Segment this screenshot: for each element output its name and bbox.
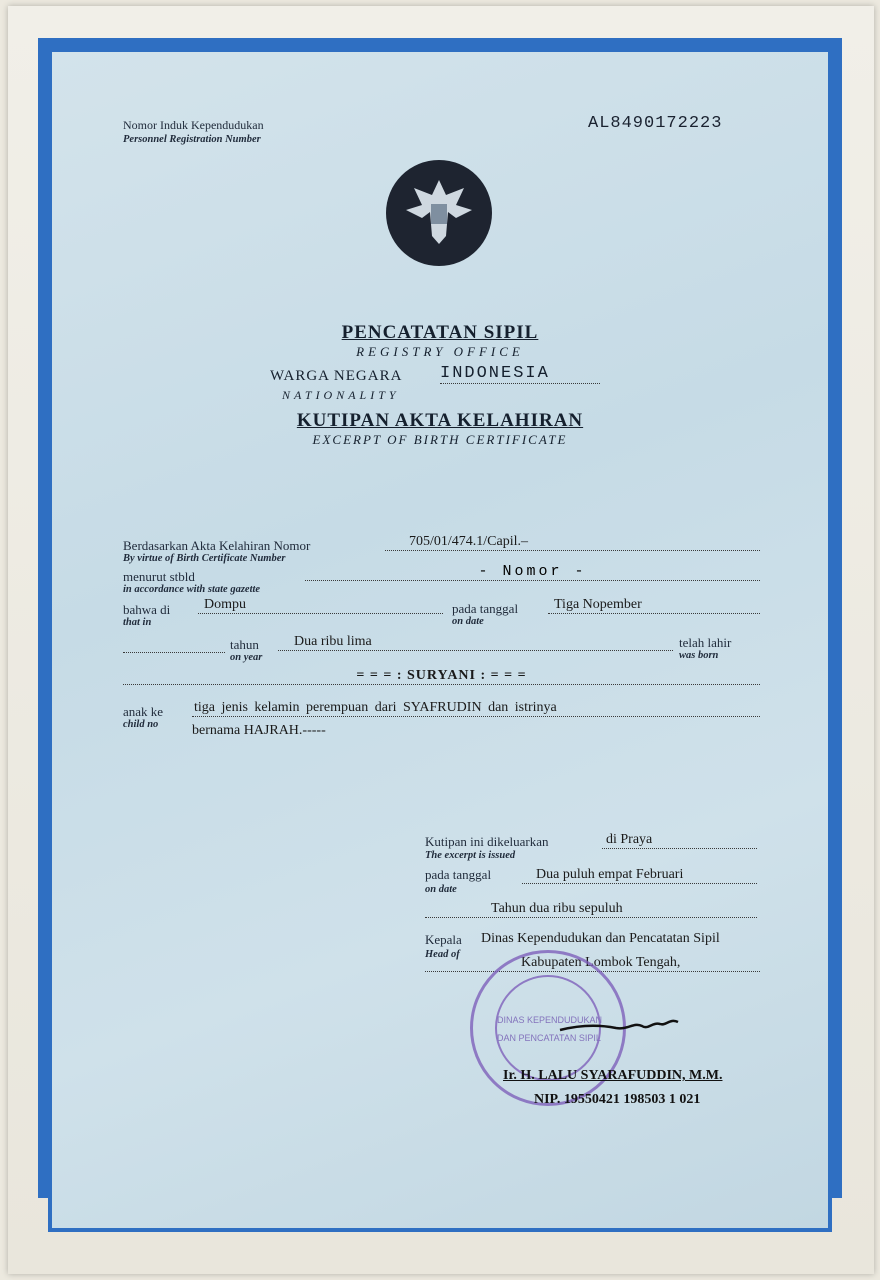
handwritten-signature xyxy=(556,1014,686,1044)
place-value: Dompu xyxy=(198,597,443,614)
place-label: bahwa di xyxy=(123,602,171,617)
year-label: tahun xyxy=(230,637,259,652)
born-label: telah lahir xyxy=(679,635,732,650)
registry-subtitle: REGISTRY OFFICE xyxy=(356,344,524,359)
year-label-en: on year xyxy=(230,652,263,663)
mother-name: bernama HAJRAH.----- xyxy=(192,723,326,738)
cert-number-label-en: By virtue of Birth Certificate Number xyxy=(123,553,286,564)
issue-date-label-en: on date xyxy=(425,884,457,895)
stbld-value: - Nomor - xyxy=(305,563,760,581)
stbld-label-en: in accordance with state gazette xyxy=(123,584,261,595)
head-agency-value: Dinas Kependudukan dan Pencatatan Sipil xyxy=(481,931,720,946)
place-label-en: that in xyxy=(123,617,152,628)
stamp-line-2: DAN PENCATATAN SIPIL xyxy=(497,1033,601,1043)
excerpt-title: KUTIPAN AKTA KELAHIRAN xyxy=(296,410,584,431)
nationality-value: INDONESIA xyxy=(440,364,600,384)
issue-date-value: Dua puluh empat Februari xyxy=(522,867,757,884)
signer-name: Ir. H. LALU SYARAFUDDIN, M.M. xyxy=(503,1068,723,1083)
issued-label: Kutipan ini dikeluarkan xyxy=(425,834,549,849)
nationality-label: WARGA NEGARA xyxy=(270,368,403,384)
cert-number-label: Berdasarkan Akta Kelahiran Nomor xyxy=(123,538,311,553)
nik-label-en: Personnel Registration Number xyxy=(123,134,261,145)
issue-date-label: pada tanggal xyxy=(425,867,492,882)
cert-number-value: 705/01/474.1/Capil.– xyxy=(385,534,760,551)
signer-nip: NIP. 19550421 198503 1 021 xyxy=(534,1092,701,1107)
issue-year-value: Tahun dua ribu sepuluh xyxy=(425,901,757,918)
stamp-line-1: DINAS KEPENDUDUKAN xyxy=(497,1015,603,1025)
issued-label-en: The excerpt is issued xyxy=(425,850,516,861)
birth-year-value: Dua ribu lima xyxy=(278,634,673,651)
registry-title: PENCATATAN SIPIL xyxy=(341,322,539,343)
child-name: = = = : SURYANI : = = = xyxy=(123,668,760,685)
year-leader-line xyxy=(123,651,225,653)
head-label-en: Head of xyxy=(425,949,460,960)
nationality-label-en: NATIONALITY xyxy=(282,388,400,402)
birth-date-label-en: on date xyxy=(452,616,484,627)
child-order-label: anak ke xyxy=(123,704,164,719)
garuda-emblem-icon xyxy=(386,160,492,266)
stbld-label: menurut stbld xyxy=(123,569,195,584)
birth-date-label: pada tanggal xyxy=(452,601,519,616)
excerpt-subtitle: EXCERPT OF BIRTH CERTIFICATE xyxy=(312,432,568,447)
head-label: Kepala xyxy=(425,932,462,947)
head-region-value: Kabupaten Lombok Tengah, xyxy=(425,955,760,972)
born-label-en: was born xyxy=(679,650,719,661)
child-order-value: tiga jenis kelamin perempuan dari SYAFRUDIN dan istrinya xyxy=(192,700,760,717)
child-order-label-en: child no xyxy=(123,719,159,730)
serial-number: AL8490172223 xyxy=(588,114,723,133)
issued-place-value: di Praya xyxy=(602,832,757,849)
birth-date-value: Tiga Nopember xyxy=(548,597,760,614)
nik-label: Nomor Induk Kependudukan xyxy=(123,118,264,132)
